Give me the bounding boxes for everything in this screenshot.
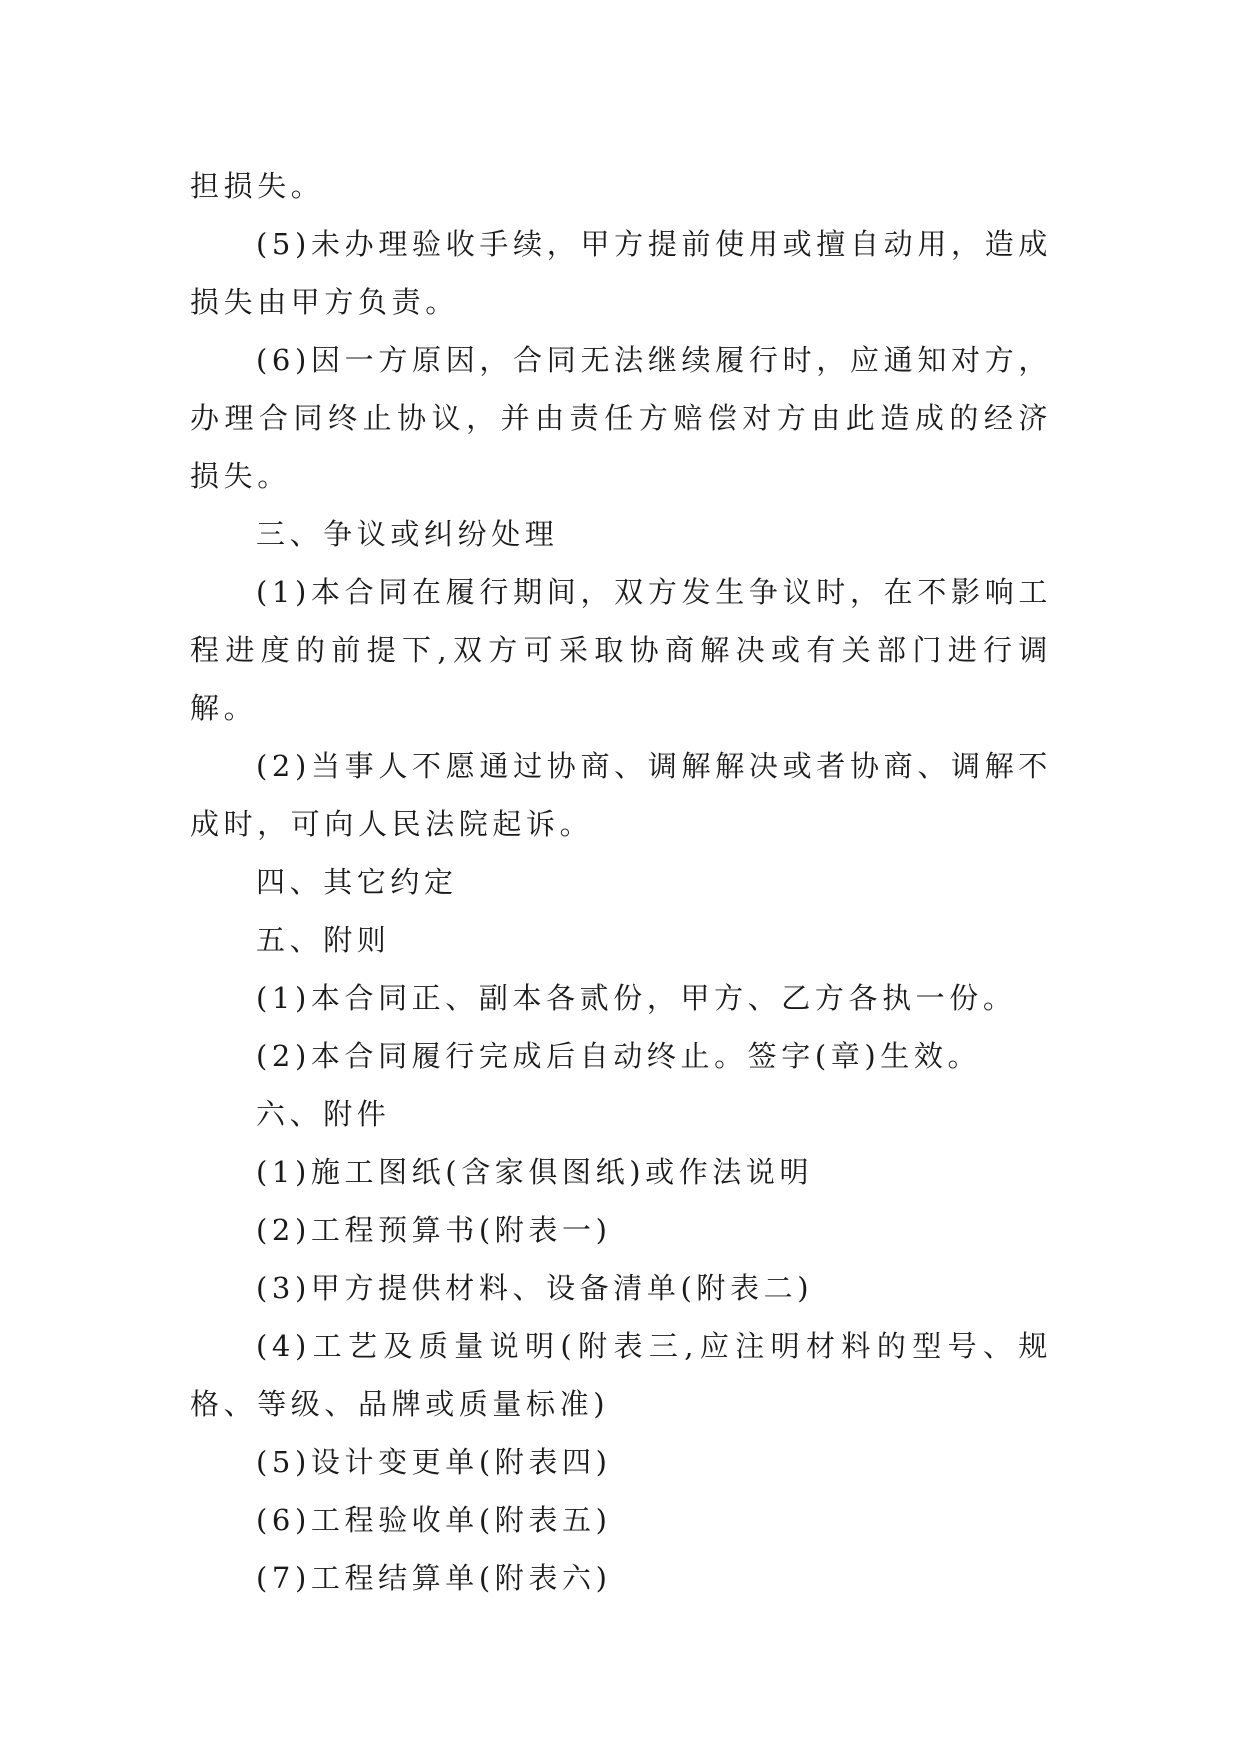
attachment-item-5: (5)设计变更单(附表四)	[256, 1445, 612, 1479]
attachment-item-3: (3)甲方提供材料、设备清单(附表二)	[256, 1271, 814, 1305]
clause-6-termination: (6)因一方原因，合同无法继续履行时，应通知对方，办理合同终止协议，并由责任方赔偿对方由此造成的经济损失。	[190, 343, 1052, 493]
attachment-item-7: (7)工程结算单(附表六)	[256, 1561, 612, 1595]
attachment-item-1: (1)施工图纸(含家俱图纸)或作法说明	[256, 1155, 814, 1189]
attachment-item-4: (4)工艺及质量说明(附表三,应注明材料的型号、规格、等级、品牌或质量标准)	[190, 1329, 1052, 1421]
attachment-item-6: (6)工程验收单(附表五)	[256, 1503, 612, 1537]
dispute-clause-2: (2)当事人不愿通过协商、调解解决或者协商、调解不成时，可向人民法院起诉。	[190, 749, 1052, 841]
dispute-clause-1: (1)本合同在履行期间，双方发生争议时，在不影响工程进度的前提下,双方可采取协商解决或有关部门进行调解。	[190, 575, 1052, 725]
section-heading-disputes: 三、争议或纠纷处理	[256, 517, 559, 551]
attachment-item-2: (2)工程预算书(附表一)	[256, 1213, 612, 1247]
section-heading-attachments: 六、附件	[256, 1097, 391, 1131]
paragraph-loss-continuation: 担损失。	[190, 169, 325, 203]
section-heading-supplementary: 五、附则	[256, 923, 391, 957]
supplementary-clause-2: (2)本合同履行完成后自动终止。签字(章)生效。	[256, 1039, 982, 1073]
supplementary-clause-1: (1)本合同正、副本各贰份，甲方、乙方各执一份。	[256, 981, 1017, 1015]
section-heading-other-agreements: 四、其它约定	[256, 865, 458, 899]
clause-5-acceptance: (5)未办理验收手续，甲方提前使用或擅自动用，造成损失由甲方负责。	[190, 227, 1052, 319]
document-body	[190, 157, 1052, 1607]
